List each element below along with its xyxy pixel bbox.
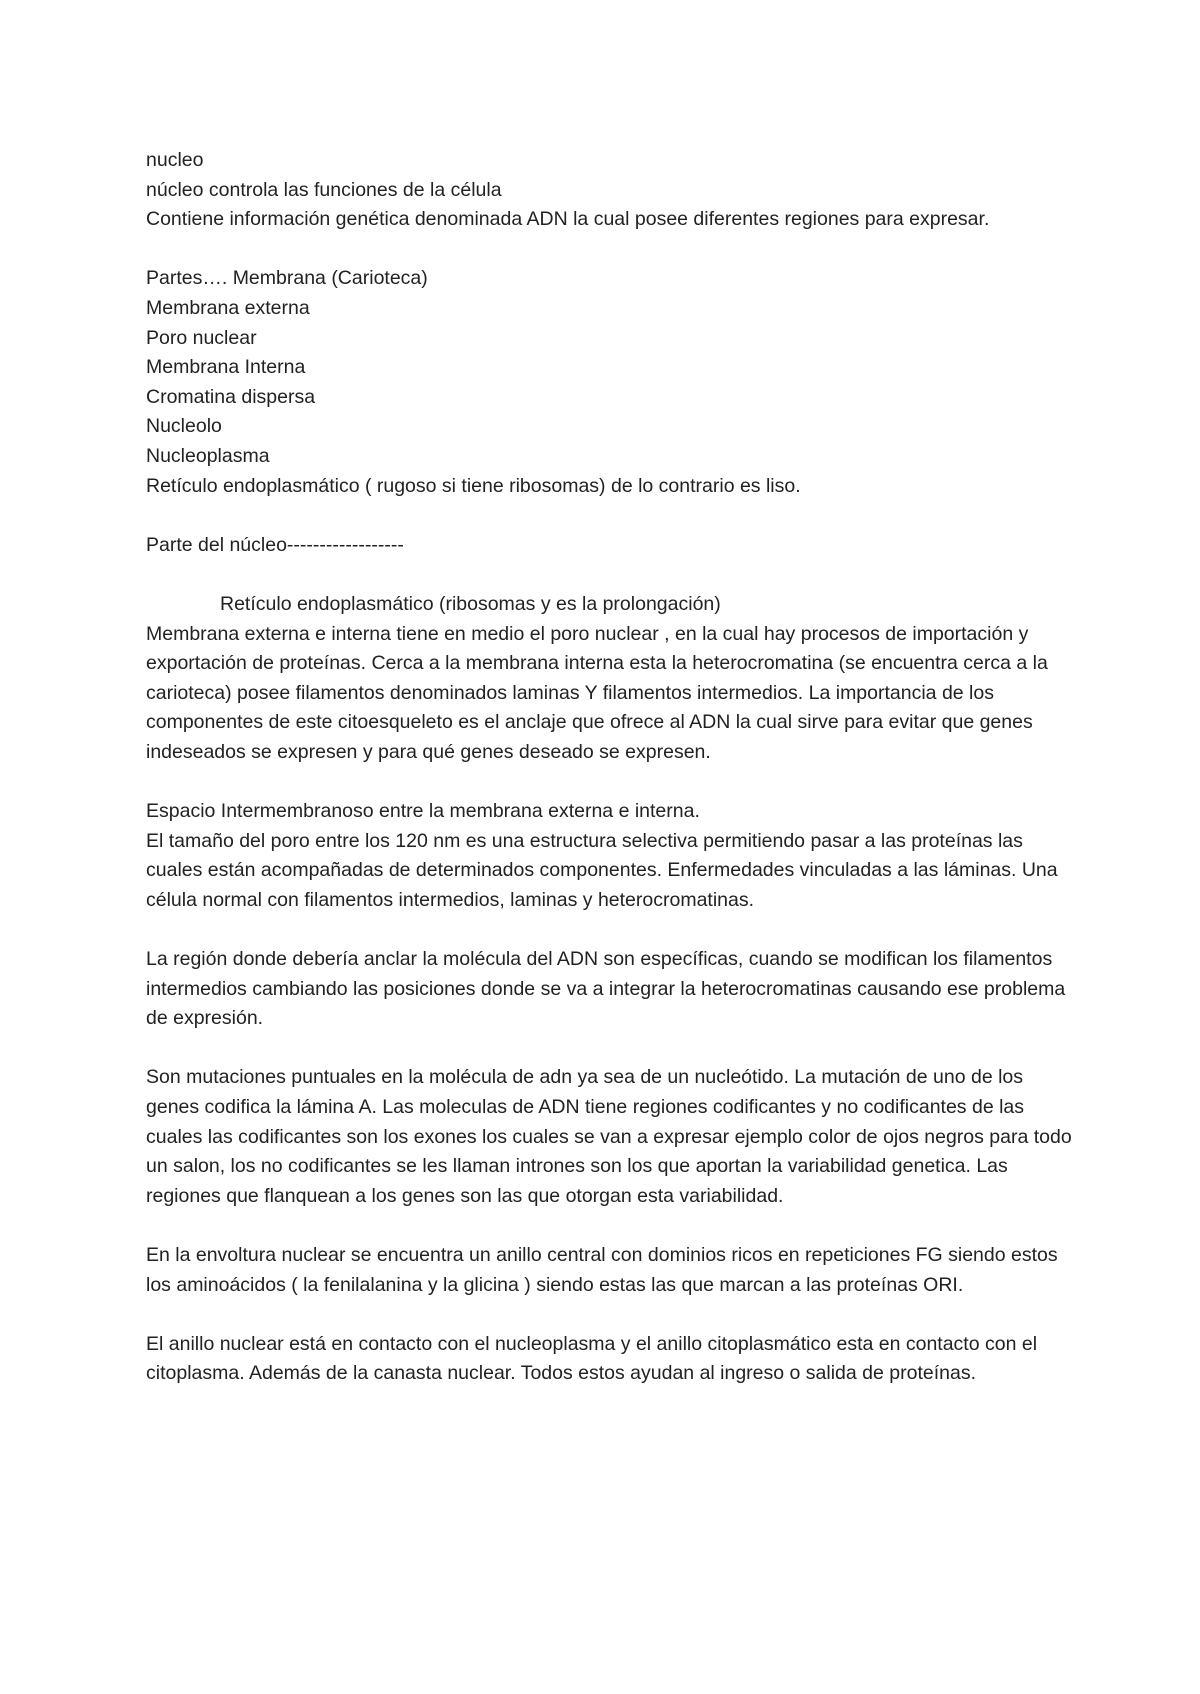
- blank-line: [146, 1211, 1076, 1241]
- blank-line: [146, 915, 1076, 945]
- document-body: [146, 146, 1076, 1389]
- indented-line: Retículo endoplasmático (ribosomas y es la prolongación): [220, 592, 721, 615]
- parts-item: Cromatina dispersa: [146, 385, 316, 408]
- parts-item: Membrana externa: [146, 296, 310, 319]
- parts-item: Membrana Interna: [146, 356, 306, 379]
- intro-paragraph: Contiene información genética denominada ADN la cual posee diferentes regiones para expresar.: [146, 208, 990, 231]
- intermembrane-line: Espacio Intermembranoso entre la membrana externa e interna.: [146, 800, 700, 823]
- paragraph-membranes: Membrana externa e interna tiene en medio el poro nuclear , en la cual hay procesos de importación y exportación de proteínas. Cerca a la membrana interna esta la heterocromatina (se encuentra cerca a la carioteca) posee filamentos denominados laminas Y filamentos intermedios. La importancia de los componentes de este citoesqueleto es el anclaje que ofrece al ADN la cual sirve para evitar que genes indeseados se expresen y para qué genes deseado se expresen.: [146, 622, 1048, 763]
- parts-item: Nucleoplasma: [146, 444, 270, 467]
- section-heading: Parte del núcleo------------------: [146, 533, 404, 556]
- paragraph-nuclear-ring: El anillo nuclear está en contacto con el nucleoplasma y el anillo citoplasmático esta en contacto con el citoplasma. Además de la canasta nuclear. Todos estos ayudan al ingreso o salida de proteínas.: [146, 1332, 1038, 1385]
- document-title: nucleo: [146, 149, 204, 171]
- blank-line: [146, 235, 1076, 265]
- parts-heading: Partes…. Membrana (Carioteca): [146, 267, 428, 290]
- blank-line: [146, 1300, 1076, 1330]
- paragraph-dna-anchor: La región donde debería anclar la molécula del ADN son específicas, cuando se modifican los filamentos intermedios cambiando las posiciones donde se va a integrar la heterocromatinas causando ese problema de expresión.: [146, 948, 1066, 1030]
- paragraph-mutations: Son mutaciones puntuales en la molécula de adn ya sea de un nucleótido. La mutación de uno de los genes codifica la lámina A. Las moleculas de ADN tiene regiones codificantes y no codificantes de las cuales las codificantes son los exones los cuales se van a expresar ejemplo color de ojos negros para todo un salon, los no codificantes se les llaman intrones son los que aportan la variabilidad genetica. Las regiones que flanquean a los genes son las que otorgan esta variabilidad.: [146, 1066, 1072, 1207]
- parts-item: Poro nuclear: [146, 326, 257, 349]
- blank-line: [146, 560, 1076, 590]
- paragraph-nuclear-envelope: En la envoltura nuclear se encuentra un anillo central con dominios ricos en repeticiones FG siendo estos los aminoácidos ( la fenilalanina y la glicina ) siendo estas las que marcan a las proteínas ORI.: [146, 1243, 1058, 1296]
- paragraph-pore-size: El tamaño del poro entre los 120 nm es una estructura selectiva permitiendo pasar a las proteínas las cuales están acompañadas de determinados componentes. Enfermedades vinculadas a las láminas. Una célula normal con filamentos intermedios, laminas y heterocromatinas.: [146, 829, 1058, 911]
- blank-line: [146, 501, 1076, 531]
- blank-line: [146, 1034, 1076, 1064]
- blank-line: [146, 767, 1076, 797]
- parts-item: Retículo endoplasmático ( rugoso si tiene ribosomas) de lo contrario es liso.: [146, 474, 801, 497]
- parts-item: Nucleolo: [146, 415, 222, 438]
- intro-line: núcleo controla las funciones de la célula: [146, 178, 502, 201]
